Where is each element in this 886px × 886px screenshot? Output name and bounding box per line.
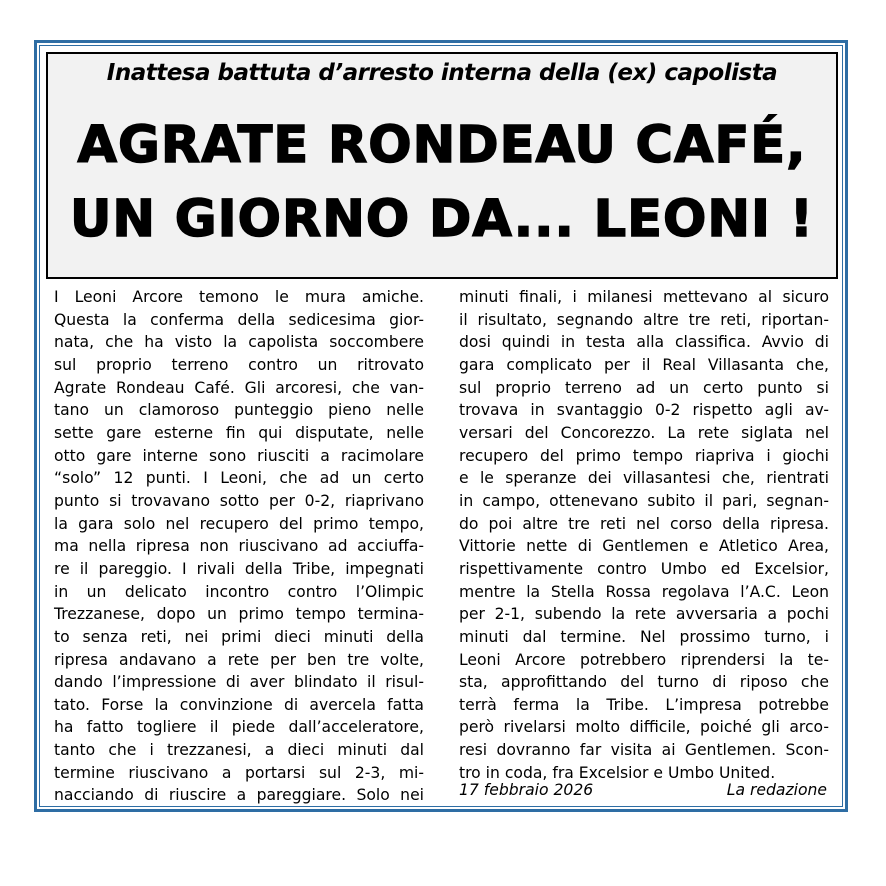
article-line: tato. Forse la convinzione di avercela fatta <box>54 695 424 714</box>
article-line: la gara solo nel recupero del primo tempo, <box>54 514 424 533</box>
article-line: Agrate Rondeau Café. Gli arcoresi, che van- <box>54 378 424 397</box>
article-line: to senza reti, nei primi dieci minuti della <box>54 627 424 646</box>
headline-box <box>46 52 838 279</box>
article-line: sette gare esterne fin qui disputate, nelle <box>54 423 424 442</box>
article-line: in campo, ottenevano subito il pari, segnan- <box>459 491 829 510</box>
article-line: il risultato, segnando altre tre reti, riportan- <box>459 310 829 329</box>
article-line: Vittorie nette di Gentlemen e Atletico Area, <box>459 537 829 556</box>
headline-kicker: Inattesa battuta d’arresto interna della (ex) capolista <box>106 60 778 86</box>
article-line: tro in coda, fra Excelsior e Umbo United. <box>459 763 776 782</box>
article-line: nacciando di riuscire a pareggiare. Solo nei <box>54 786 424 805</box>
article-line: termine riuscivano a portarsi sul 2-3, mi- <box>54 763 424 782</box>
article-line: per 2-1, subendo la rete avversaria a pochi <box>459 605 829 624</box>
article-line: tano un clamoroso punteggio pieno nelle <box>54 401 424 420</box>
article-line: rispettivamente contro Umbo ed Excelsior, <box>459 559 829 578</box>
article-line: minuti dal termine. Nel prossimo turno, i <box>459 627 829 646</box>
article-line: però rivelarsi molto difficile, poiché gli arco- <box>459 718 829 737</box>
article-line: ha fatto togliere il piede dall’acceleratore, <box>54 718 424 737</box>
article-line: dosi quindi in testa alla classifica. Avvio di <box>459 333 829 352</box>
article-right-column <box>459 286 829 784</box>
article-line: mentre la Stella Rossa regolava l’A.C. Leon <box>459 582 829 601</box>
article-signature: La redazione <box>726 781 827 799</box>
article-line: tanto che i trezzanesi, a dieci minuti dal <box>54 741 424 760</box>
article-line: Trezzanese, dopo un primo tempo termina- <box>54 605 424 624</box>
article-line: terrà ferma la Tribe. L’impresa potrebbe <box>459 695 829 714</box>
article-line: otto gare interne sono riusciti a racimolare <box>54 446 424 465</box>
article-line: ma nella ripresa non riuscivano ad acciuffa- <box>54 537 424 556</box>
article-line: minuti finali, i milanesi mettevano al sicuro <box>459 288 829 306</box>
article-line: in un delicato incontro contro l’Olimpic <box>54 582 424 601</box>
article-line: resi dovranno far visita ai Gentlemen. Scon- <box>459 741 829 760</box>
article-line: Questa la conferma della sedicesima gior- <box>54 310 424 329</box>
article-line: e le speranze dei villasantesi che, rientrati <box>459 469 829 488</box>
headline-title-line-1: AGRATE RONDEAU CAFÉ, <box>77 116 807 175</box>
article-line: gara complicato per il Real Villasanta che, <box>459 355 829 374</box>
article-line: versari del Concorezzo. La rete siglata nel <box>459 423 829 442</box>
article-left-column <box>54 286 424 807</box>
article-line: recupero del primo tempo riapriva i giochi <box>459 446 829 465</box>
article-line: nata, che ha visto la capolista soccombere <box>54 333 424 352</box>
article-line: sul proprio terreno ad un certo punto si <box>459 378 829 397</box>
article-line: ripresa andavano a rete per ben tre volte, <box>54 650 424 669</box>
article-line: Leoni Arcore potrebbero riprendersi la te- <box>459 650 829 669</box>
article-line: re il pareggio. I rivali della Tribe, impegnati <box>54 559 424 578</box>
article-line: “solo” 12 punti. I Leoni, che ad un certo <box>54 469 424 488</box>
article-line: I Leoni Arcore temono le mura amiche. <box>54 288 424 306</box>
article-line: sta, approfittando del turno di riposo che <box>459 673 829 692</box>
article-line: sul proprio terreno contro un ritrovato <box>54 355 424 374</box>
article-line: do poi altre tre reti nel corso della ripresa. <box>459 514 829 533</box>
article-line: punto si trovavano sotto per 0-2, riaprivano <box>54 491 424 510</box>
article-line: trovava in svantaggio 0-2 rispetto agli av- <box>459 401 829 420</box>
article-line: dando l’impressione di aver blindato il risul- <box>54 673 424 692</box>
article-date: 17 febbraio 2026 <box>459 781 594 799</box>
headline-title-line-2: UN GIORNO DA... LEONI ! <box>69 190 815 249</box>
